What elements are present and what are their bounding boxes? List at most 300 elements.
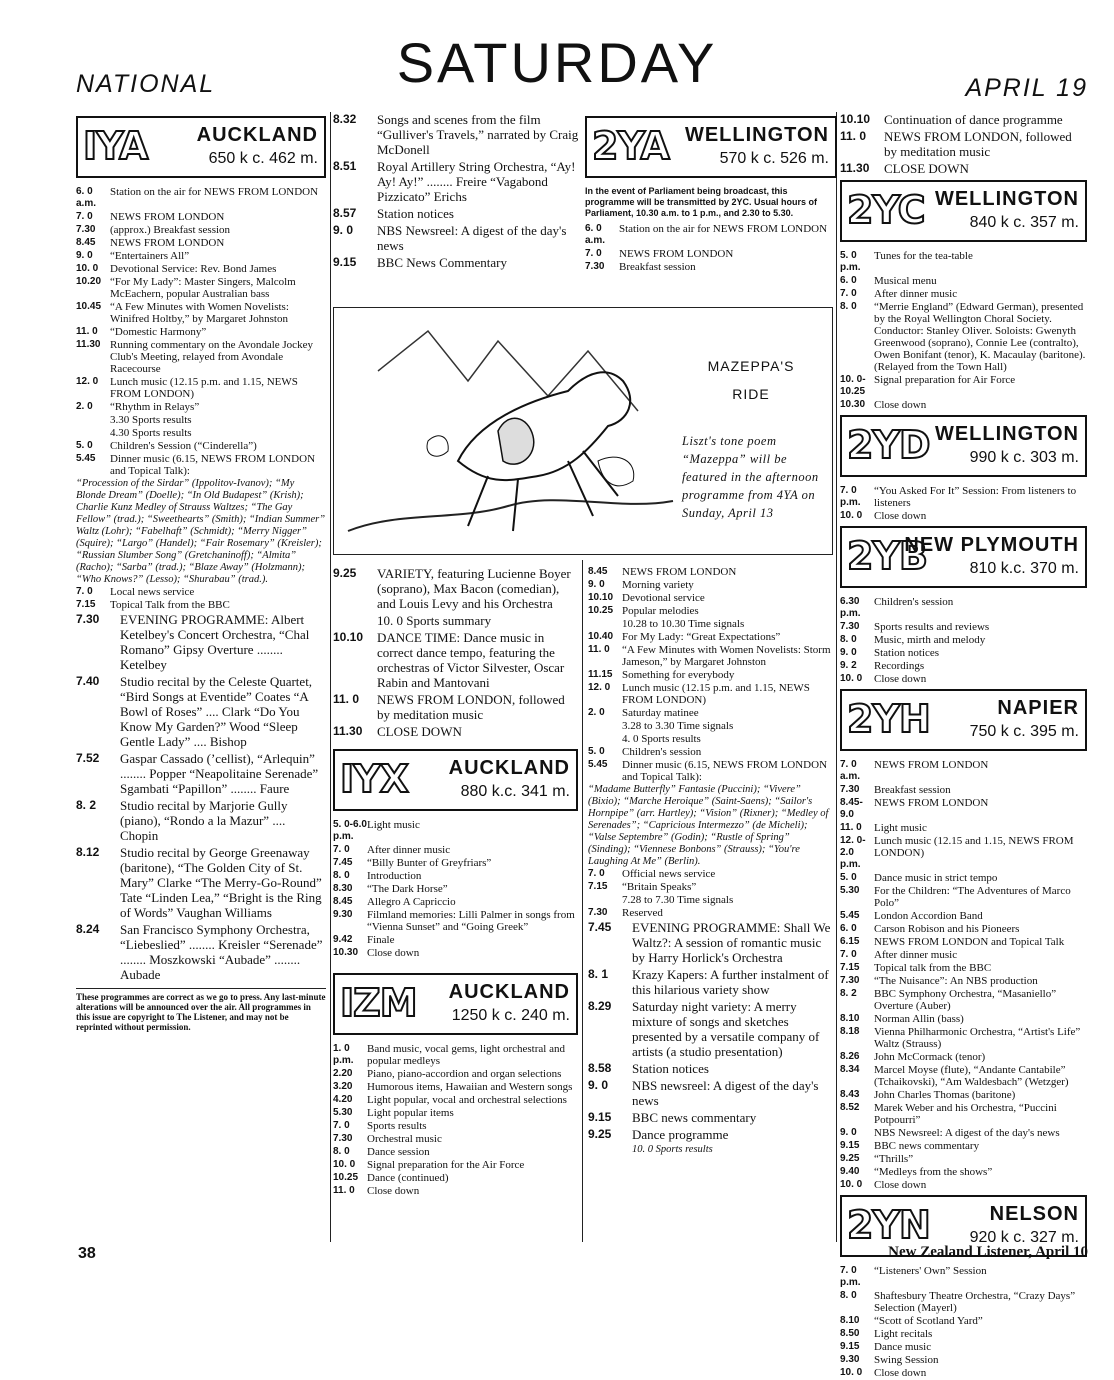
entry-time: 9.15 (333, 255, 357, 269)
station-call-sign: 2YD (847, 423, 930, 467)
entry-description: Studio recital by the Celeste Quartet, “Bird Songs at Eventide” Coates “A Bowl of Roses” .... Clark “Do You Know My Garden?” Wood “Sleep Gentle Lady” .... Bishop (120, 674, 313, 749)
entry-time (333, 613, 377, 628)
schedule-entry (76, 263, 326, 275)
schedule-list (840, 596, 1087, 685)
entry-time: 9.15 (840, 1140, 860, 1151)
entry-description: NEWS FROM LONDON (622, 566, 737, 578)
entry-time: 7.15 (76, 599, 96, 610)
schedule-entry (588, 682, 833, 706)
entry-time: 7. 0 (76, 211, 93, 222)
entry-time: 8.57 (333, 206, 357, 220)
entry-description: CLOSE DOWN (377, 724, 462, 739)
entry-time: 7.45 (333, 857, 353, 868)
station-frequency: 990 k c. 303 m. (969, 449, 1079, 466)
schedule-entry (840, 1064, 1087, 1088)
schedule-entry (840, 822, 1087, 834)
schedule-entry (840, 510, 1087, 522)
entry-description: 4. 0 Sports results (622, 733, 701, 745)
entry-time: 9.15 (840, 1341, 860, 1352)
sports-results-line: 10. 0 Sports results (632, 1144, 713, 1155)
schedule-entry (588, 1110, 833, 1125)
entry-time: 7.45 (588, 920, 612, 934)
entry-time: 8.30 (333, 883, 353, 894)
entry-description: Studio recital by Marjorie Gully (piano), “Rondo a la Mazur” .... Chopin (120, 798, 288, 843)
schedule-list (333, 566, 578, 739)
schedule-entry (588, 881, 833, 893)
schedule-entry (840, 1328, 1087, 1340)
entry-time: 9. 0 (588, 579, 605, 590)
entry-description: “Medleys from the shows” (874, 1166, 993, 1178)
entry-time: 4.20 (333, 1094, 353, 1105)
entry-time: 1. 0 p.m. (333, 1043, 354, 1066)
schedule-entry (588, 759, 833, 783)
entry-time: 9. 2 (840, 660, 857, 671)
entry-description: Light music (874, 822, 927, 834)
entry-time (76, 427, 110, 439)
entry-time: 8. 1 (588, 967, 609, 981)
schedule-entry (840, 885, 1087, 909)
schedule-entry (840, 949, 1087, 961)
station-city: AUCKLAND (196, 124, 318, 146)
schedule-entry (840, 250, 1087, 274)
entry-description: Signal preparation for the Air Force (367, 1159, 525, 1171)
station-call-sign: 2YA (592, 124, 669, 168)
station-city: WELLINGTON (934, 188, 1079, 210)
schedule-entry (333, 909, 578, 933)
station-call-sign: 2YN (847, 1203, 930, 1247)
station-call-sign: IZM (340, 981, 417, 1025)
entry-time: 5.30 (840, 885, 860, 896)
entry-time: 8.18 (840, 1026, 860, 1037)
entry-time (588, 618, 622, 630)
station-call-sign: 2YB (847, 534, 927, 578)
entry-time: 7.30 (76, 612, 100, 626)
station-frequency: 810 k.c. 370 m. (969, 560, 1079, 577)
schedule-list (333, 1043, 578, 1197)
entry-time: 10. 0 (76, 263, 99, 274)
entry-description: Dance programme (632, 1127, 729, 1142)
entry-time: 11. 0 (76, 326, 98, 337)
entry-description: Station notices (632, 1061, 709, 1076)
entry-description: Marek Weber and his Orchestra, “Puccini Potpourri” (874, 1102, 1057, 1126)
schedule-entry (76, 301, 326, 325)
entry-time: 9.30 (333, 909, 353, 920)
entry-time: 9. 0 (840, 647, 857, 658)
schedule-entry (588, 907, 833, 919)
entry-description: After dinner music (874, 949, 958, 961)
schedule-entry (333, 613, 578, 628)
entry-description: Reserved (622, 907, 663, 919)
entry-description: Close down (367, 947, 420, 959)
mazeppa-illustration (333, 307, 833, 555)
entry-description: “A Few Minutes with Women Novelists: Storm Jameson,” by Margaret Johnston (622, 644, 831, 668)
schedule-entry (840, 1367, 1087, 1379)
schedule-entry (840, 399, 1087, 411)
entry-time: 10.30 (333, 947, 359, 958)
schedule-list (588, 868, 833, 919)
entry-description: BBC Symphony Orchestra, “Masaniello” Overture (Auber) (874, 988, 1057, 1012)
entry-description: “Entertainers All” (110, 250, 190, 262)
schedule-entry (333, 1146, 578, 1158)
entry-description: “Scott of Scotland Yard” (874, 1315, 983, 1327)
entry-time: 10.40 (588, 631, 614, 642)
schedule-entry (840, 1166, 1087, 1178)
entry-description: Children's session (622, 746, 702, 758)
entry-description: Breakfast session (619, 261, 696, 273)
schedule-entry (333, 1094, 578, 1106)
entry-time: 8. 0 (333, 1146, 350, 1157)
entry-description: “A Few Minutes with Women Novelists: Winifred Holtby,” by Margaret Johnston (110, 301, 289, 325)
entry-description: Marcel Moyse (flute), “Andante Cantabile” (Tchaikovski), “Am Waldesbach” (Wetzger) (874, 1064, 1069, 1088)
entry-time: 5. 0 (76, 440, 93, 451)
schedule-list (840, 112, 1087, 176)
schedule-list (585, 223, 837, 273)
entry-description: “You Asked For It” Session: From listeners to listeners (874, 485, 1077, 509)
entry-description: “Domestic Harmony” (110, 326, 207, 338)
entry-time: 11.30 (840, 161, 870, 175)
horse-rider-drawing (338, 311, 678, 551)
entry-description: Topical talk from the BBC (874, 962, 992, 974)
schedule-list (840, 1265, 1087, 1379)
entry-time (588, 720, 622, 732)
entry-description: “The Dark Horse” (367, 883, 448, 895)
entry-time: 8.45 (588, 566, 608, 577)
schedule-entry (588, 720, 833, 732)
entry-time: 9. 0 (333, 223, 354, 237)
entry-description: Children's Session (“Cinderella”) (110, 440, 257, 452)
station-city: WELLINGTON (934, 423, 1079, 445)
schedule-entry (585, 261, 837, 273)
schedule-entry (840, 288, 1087, 300)
entry-description: Devotional Service: Rev. Bond James (110, 263, 277, 275)
entry-time: 8.45 (76, 237, 96, 248)
entry-time: 6.15 (840, 936, 860, 947)
entry-time: 7.30 (333, 1133, 353, 1144)
entry-time: 9.30 (840, 1354, 860, 1365)
entry-time: 9. 0 (840, 1127, 857, 1138)
entry-time: 5.45 (588, 759, 608, 770)
entry-time: 6. 0 (840, 275, 857, 286)
entry-description: NEWS FROM LONDON (110, 211, 225, 223)
entry-time: 2.20 (333, 1068, 353, 1079)
entry-description: Signal preparation for Air Force (874, 374, 1016, 386)
schedule-entry (840, 275, 1087, 287)
schedule-entry (840, 1051, 1087, 1063)
entry-description: Band music, vocal gems, light orchestral and popular medleys (367, 1043, 565, 1067)
entry-time: 7.15 (840, 962, 860, 973)
schedule-entry (840, 797, 1087, 821)
entry-time: 8.34 (840, 1064, 860, 1075)
schedule-entry (333, 1068, 578, 1080)
schedule-entry (76, 276, 326, 300)
entry-time: 10.30 (840, 399, 866, 410)
schedule-entry (585, 223, 837, 247)
schedule-entry (840, 1341, 1087, 1353)
schedule-entry (76, 237, 326, 249)
station-frequency: 570 k c. 526 m. (719, 150, 829, 167)
schedule-entry (333, 844, 578, 856)
entry-time: 7. 0 (333, 844, 350, 855)
entry-description: Light recitals (874, 1328, 933, 1340)
entry-time: 9.15 (588, 1110, 612, 1124)
entry-description: Allegro A Capriccio (367, 896, 456, 908)
schedule-entry (840, 835, 1087, 871)
schedule-entry (588, 618, 833, 630)
entry-description: Filmland memories: Lilli Palmer in songs from “Vienna Sunset” and “Going Greek” (367, 909, 575, 933)
entry-time: 10.10 (333, 630, 364, 644)
entry-time: 7. 0 (333, 1120, 350, 1131)
station-box-2yh (840, 689, 1087, 751)
entry-time: 10.10 (840, 112, 871, 126)
entry-time: 9.25 (588, 1127, 612, 1141)
entry-description: Dance session (367, 1146, 430, 1158)
entry-description: Official news service (622, 868, 716, 880)
entry-description: NEWS FROM LONDON, followed by meditation music (377, 692, 565, 722)
entry-description: NBS newsreel: A digest of the day's news (632, 1078, 819, 1108)
schedule-entry (76, 401, 326, 413)
station-city: NEW PLYMOUTH (904, 534, 1079, 556)
entry-time: 10.25 (588, 605, 614, 616)
station-city: NELSON (989, 1203, 1079, 1225)
entry-time: 7.15 (588, 881, 608, 892)
entry-description: Sports results (367, 1120, 427, 1132)
entry-description: NEWS FROM LONDON (110, 237, 225, 249)
entry-time: 12. 0-2.0 p.m. (840, 835, 866, 870)
schedule-entry (840, 129, 1087, 159)
schedule-entry (840, 1013, 1087, 1025)
entry-description: Close down (367, 1185, 420, 1197)
entry-description: NEWS FROM LONDON (874, 797, 989, 809)
entry-time: 9. 0 (588, 1078, 609, 1092)
entry-time: 8.10 (840, 1013, 860, 1024)
entry-time: 8.45 (333, 896, 353, 907)
entry-time: 7. 0 (588, 868, 605, 879)
entry-description: Lunch music (12.15 p.m. and 1.15, NEWS FROM LONDON) (622, 682, 810, 706)
station-frequency: 650 k c. 462 m. (208, 150, 318, 167)
entry-time: 10. 0 (840, 673, 863, 684)
publication-footer: New Zealand Listener, April 10 (888, 1244, 1088, 1260)
entry-description: Sports results and reviews (874, 621, 990, 633)
page-title: SATURDAY (396, 31, 718, 94)
entry-description: Recordings (874, 660, 925, 672)
entry-time: 6. 0 a.m. (585, 223, 606, 246)
entry-time: 8.52 (840, 1102, 860, 1113)
schedule-entry (840, 1026, 1087, 1050)
entry-time: 7.30 (588, 907, 608, 918)
station-frequency: 840 k c. 357 m. (969, 214, 1079, 231)
schedule-entry (333, 1120, 578, 1132)
station-box-2ya (585, 116, 837, 178)
schedule-entry (840, 784, 1087, 796)
schedule-entry (588, 894, 833, 906)
entry-time: 7.30 (840, 784, 860, 795)
entry-description: BBC News Commentary (377, 255, 507, 270)
schedule-entry (840, 1315, 1087, 1327)
entry-description: CLOSE DOWN (884, 161, 969, 176)
schedule-entry (333, 112, 581, 157)
schedule-entry (76, 845, 326, 920)
schedule-entry (588, 605, 833, 617)
entry-time: 10. 0 (840, 1367, 863, 1378)
schedule-entry (76, 599, 326, 611)
entry-time: 9.42 (333, 934, 353, 945)
schedule-entry (76, 376, 326, 400)
schedule-entry (840, 112, 1087, 127)
schedule-entry (840, 1127, 1087, 1139)
schedule-entry (76, 414, 326, 426)
schedule-list (333, 112, 581, 270)
entry-description: Morning variety (622, 579, 694, 591)
station-city: AUCKLAND (448, 981, 570, 1003)
column-3-lower (588, 566, 833, 1156)
illustration-caption: Liszt's tone poem “Mazeppa” will be featured in the afternoon programme from 4YA on Sunday, April 13 (682, 434, 819, 520)
schedule-entry (588, 566, 833, 578)
page-number: 38 (78, 1245, 96, 1262)
schedule-list (840, 250, 1087, 411)
entry-time: 11.30 (333, 724, 363, 738)
entry-time: 10.45 (76, 301, 102, 312)
station-frequency: 750 k c. 395 m. (969, 723, 1079, 740)
column-4 (840, 112, 1087, 1380)
entry-description: Lunch music (12.15 and 1.15, NEWS FROM LONDON) (874, 835, 1074, 859)
schedule-entry (840, 1153, 1087, 1165)
entry-time: 8.45-9.0 (840, 797, 863, 820)
entry-description: Popular melodies (622, 605, 699, 617)
station-box-2yb (840, 526, 1087, 588)
station-box-iyx (333, 749, 578, 811)
station-call-sign: IYX (340, 757, 408, 801)
entry-description: Light music (367, 819, 420, 831)
entry-description: Music, mirth and melody (874, 634, 986, 646)
schedule-entry (840, 485, 1087, 509)
entry-description: After dinner music (367, 844, 451, 856)
schedule-entry (840, 910, 1087, 922)
station-box-iya (76, 116, 326, 178)
entry-description: “Billy Bunter of Greyfriars” (367, 857, 492, 869)
schedule-entry (840, 1290, 1087, 1314)
illustration-title-line: MAZEPPA'S (707, 358, 795, 374)
entry-description: John Charles Thomas (baritone) (874, 1089, 1016, 1101)
entry-time: 10. 0-10.25 (840, 374, 866, 397)
schedule-entry (333, 566, 578, 611)
entry-description: Breakfast session (874, 784, 951, 796)
schedule-entry (333, 255, 581, 270)
station-frequency: 1250 k c. 240 m. (451, 1007, 570, 1024)
schedule-entry (333, 1043, 578, 1067)
dinner-music-list: “Madame Butterfly” Fantasie (Puccini); “Vivere” (Bixio); “Marche Heroique” (Saint-Saens); “Sailor's Hornpipe” (arr. Hartley); “Vision” (Rixner); “Medley of Serenades”; “Capricious Intermezzo” (de Micheli); “Valse Septembre” (Godin); “Rustle of Spring” (Sinding); “Viennese Bonbons” (Strauss); “You're Laughing At Me” (Berlin). (588, 784, 829, 867)
entry-time: 8.51 (333, 159, 357, 173)
schedule-entry (333, 223, 581, 253)
entry-description: For My Lady: “Great Expectations” (622, 631, 781, 643)
schedule-entry (585, 248, 837, 260)
entry-time: 8.32 (333, 112, 357, 126)
entry-description: Light popular, vocal and orchestral selections (367, 1094, 567, 1106)
entry-time: 6. 0 (840, 923, 857, 934)
entry-time: 7.52 (76, 751, 100, 765)
entry-time: 5.45 (76, 453, 96, 464)
entry-time: 7. 0 (585, 248, 602, 259)
entry-time: 5.30 (333, 1107, 353, 1118)
entry-description: Station on the air for NEWS FROM LONDON (619, 223, 828, 235)
entry-time: 9.40 (840, 1166, 860, 1177)
entry-description: Humorous items, Hawaiian and Western songs (367, 1081, 573, 1093)
entry-time (588, 733, 622, 745)
schedule-entry (76, 586, 326, 598)
entry-time: 7.40 (76, 674, 100, 688)
parliament-note: In the event of Parliament being broadcast, this programme will be transmitted by 2YC. Usual hours of Parliament, 10.30 a.m. to 1 p.m., and 2.30 to 5.30. (585, 186, 818, 218)
schedule-entry (840, 660, 1087, 672)
entry-description: 3.30 Sports results (110, 414, 192, 426)
section-label: NATIONAL (76, 70, 216, 98)
entry-description: Station on the air for NEWS FROM LONDON (110, 186, 319, 198)
schedule-entry (333, 1172, 578, 1184)
schedule-entry (840, 936, 1087, 948)
schedule-entry (76, 211, 326, 223)
entry-time: 8.10 (840, 1315, 860, 1326)
schedule-entry (840, 975, 1087, 987)
entry-description: Dinner music (6.15, NEWS FROM LONDON and Topical Talk): (622, 759, 828, 783)
schedule-entry (588, 999, 833, 1059)
entry-description: Norman Allin (bass) (874, 1013, 964, 1025)
entry-description: Studio recital by George Greenaway (baritone), “The Golden City of St. Mary” Clarke “The Merry-Go-Round” Tate “Linden Lea,” “Bright is the Ring of Words” Vaughan Williams (120, 845, 322, 920)
entry-description: “Merrie England” (Edward German), presented by the Royal Wellington Choral Society. Conductor: Stanley Oliver. Soloists: Gwenyth Greenwood (soprano), Connie Lee (contralto), Owen Bonifant (tenor), K. Macaulay (baritone). (Relayed from the Town Hall) (874, 301, 1086, 373)
entry-description: Close down (874, 1367, 927, 1379)
schedule-entry (840, 1354, 1087, 1366)
schedule-entry (588, 733, 833, 745)
entry-time (76, 414, 110, 426)
schedule-entry (76, 922, 326, 982)
schedule-entry (588, 868, 833, 880)
entry-time: 7. 0 p.m. (840, 485, 861, 508)
entry-description: Local news service (110, 586, 195, 598)
entry-description: Vienna Philharmonic Orchestra, “Artist's Life” Waltz (Strauss) (874, 1026, 1081, 1050)
entry-description: “Rhythm in Relays” (110, 401, 200, 413)
schedule-entry (840, 759, 1087, 783)
entry-time: 9.25 (333, 566, 357, 580)
station-box-2yd (840, 415, 1087, 477)
entry-description: Continuation of dance programme (884, 112, 1063, 127)
entry-time: 7.30 (76, 224, 96, 235)
entry-description: Royal Artillery String Orchestra, “Ay! Ay! Ay!” ........ Freire “Vagabond Pizzicato” Erichs (377, 159, 576, 204)
entry-description: Dinner music (6.15, NEWS FROM LONDON and Topical Talk): (110, 453, 316, 477)
entry-description: DANCE TIME: Dance music in correct dance tempo, featuring the orchestras of Victor Silvester, Oscar Rabin and Mantovani (377, 630, 565, 690)
entry-time: 7.30 (585, 261, 605, 272)
entry-description: Musical menu (874, 275, 937, 287)
entry-time: 8. 0 (840, 301, 857, 312)
entry-description: 3.28 to 3.30 Time signals (622, 720, 734, 732)
schedule-list (840, 485, 1087, 522)
entry-description: Children's session (874, 596, 954, 608)
schedule-list (840, 759, 1087, 1191)
schedule-entry (333, 883, 578, 895)
column-1 (76, 112, 326, 1032)
column-rule (582, 560, 583, 1242)
station-call-sign: 2YH (847, 697, 930, 741)
schedule-list (76, 186, 326, 477)
entry-time: 7.30 (840, 621, 860, 632)
schedule-entry (333, 1185, 578, 1197)
schedule-entry (840, 1140, 1087, 1152)
schedule-entry (840, 634, 1087, 646)
schedule-entry (333, 857, 578, 869)
schedule-entry (76, 751, 326, 796)
entry-description: Saturday night variety: A merry mixture of songs and sketches presented by a versatile company of artists (a studio presentation) (632, 999, 820, 1059)
entry-time: 8.12 (76, 845, 100, 859)
evening-programme-list (76, 612, 326, 982)
schedule-entry (840, 962, 1087, 974)
entry-time: 7. 0 (76, 586, 93, 597)
schedule-entry (333, 630, 578, 690)
